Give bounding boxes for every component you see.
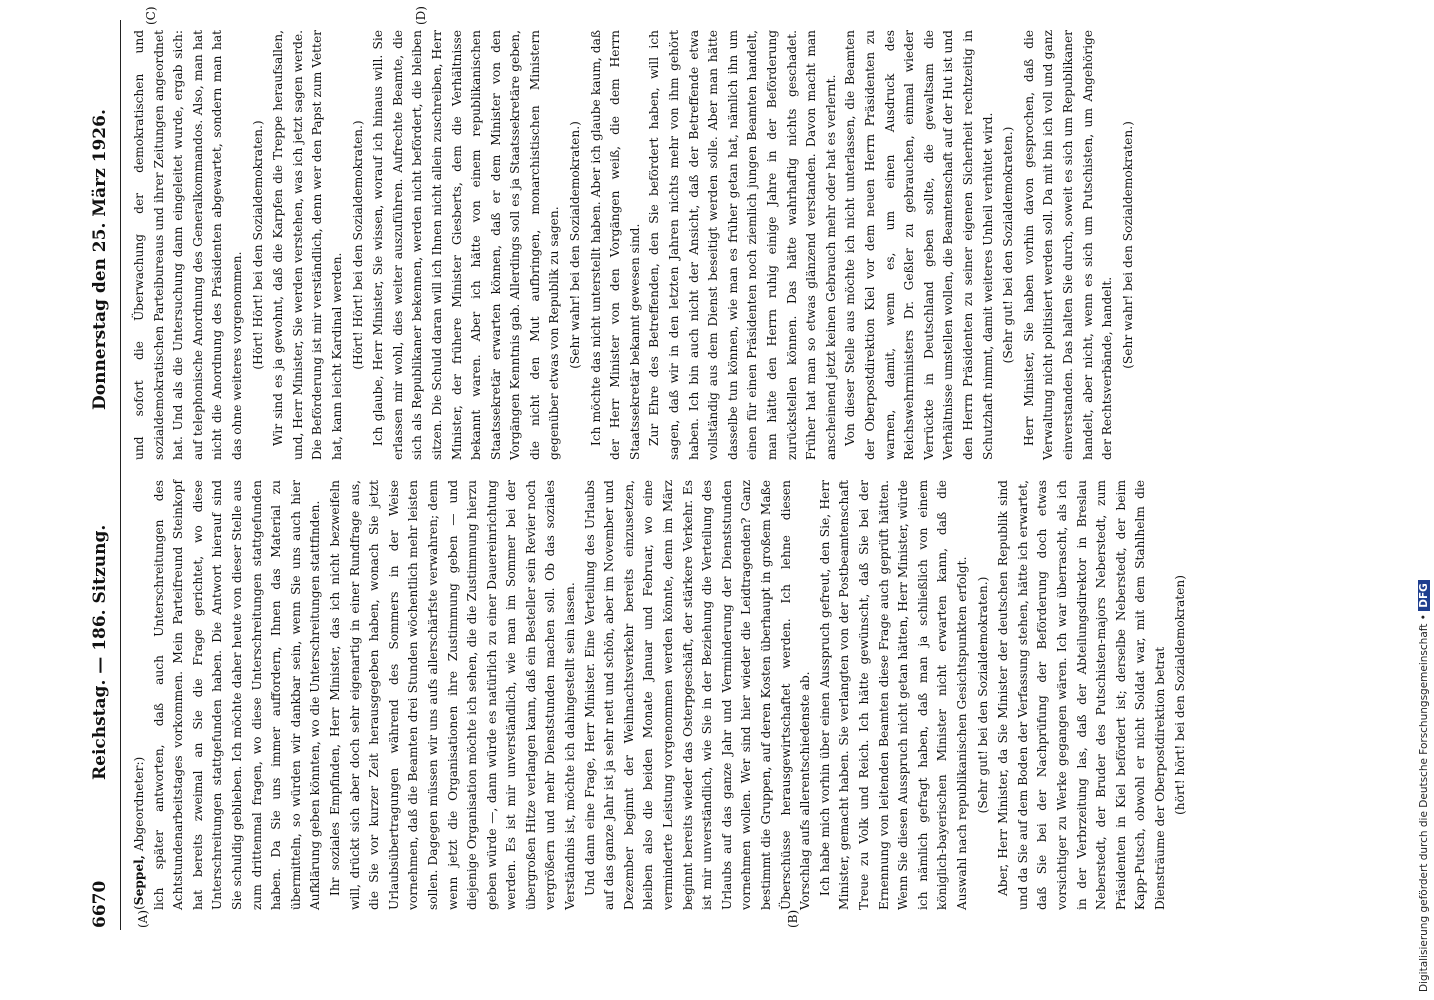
speaker-line: (Seppel, Abgeordneter:) <box>132 756 146 910</box>
running-head-right: Donnerstag den 25. März 1926. <box>90 109 110 410</box>
margin-marker-b: (B) <box>786 909 800 928</box>
speaker-name: Seppel, <box>132 855 146 906</box>
interjection: (Hört! Hört! bei den Sozialdemokraten.) <box>250 120 265 370</box>
paragraph: Zur Ehre des Betreffenden, den Sie befördert haben, will ich sagen, daß wir in den letzten Jahren nichts mehr von ihm gehört haben. Ich bin auch nicht der Ansicht, daß der Betreffende etwa vollständig aus dem Dienst beseitigt werden solle. Aber man hätte dasselbe tun können, wie man es früher getan hat, nämlich ihn um einen für einen Präsidenten noch ziemlich jungen Beamten handelt, man hätte den Herrn ruhig einige Jahre in der Beförderung zurückstellen können. Das hätte wahrhaftig nichts geschadet. Früher hat man so etwas glänzend verstanden. Davon macht man anscheinend jetzt keinen Gebrauch mehr oder hat es verlernt. <box>647 30 838 460</box>
left-column <box>130 480 1192 910</box>
paragraph: Ich habe mich vorhin über einen Ausspruch gefreut, den Sie, Herr Minister, gemacht haben. Sie verlangten von der Postbeamtenschaft Treue zu Volk und Reich. Ich hätte gewünscht, daß Sie bei der Ernennung von leitenden Beamten diese Frage auch geprüft hätten. Wenn Sie diesen Ausspruch nicht getan hätten, Herr Minister, würde ich nämlich gefragt haben, daß man ja schließlich von einem königlich-bayerischen Minister nicht erwarten kann, daß die Auswahl nach republikanischen Gesichtspunkten erfolgt. <box>817 480 969 910</box>
margin-marker-c: (C) <box>144 6 158 25</box>
speaker-role: Abgeordneter:) <box>132 756 146 852</box>
interjection: (Sehr gut! bei den Sozialdemokraten.) <box>1001 126 1016 364</box>
interjection: (hört! hört! bei den Sozialdemokraten) <box>1173 575 1188 815</box>
paragraph: Ich glaube, Herr Minister, Sie wissen, worauf ich hinaus will. Sie erlassen mir wohl, dies weiter auszuführen. Aufrechte Beamte, die sich als Republikaner bekennen, werden nicht befördert, die bleiben sitzen. Die Schuld daran will ich Ihnen nicht allein zuschreiben, Herr Minister, der frühere Minister Giesberts, dem die Verhältnisse bekannt waren. Aber ich hätte von einem republikanischen Staatssekretär erwarten können, daß er dem Minister von den Vorgängen Kenntnis gab. Allerdings soll es ja Staatssekretäre geben, die nicht den Mut aufbringen, monarchistischen Ministern gegenüber etwas von Republik zu sagen. <box>371 30 562 460</box>
interjection: (Sehr gut! bei den Sozialdemokraten.) <box>975 576 990 814</box>
interjection: (Sehr wahr! bei den Sozialdemokraten.) <box>1120 121 1135 369</box>
dfg-logo: DFG <box>1418 580 1430 611</box>
right-column <box>130 30 1139 460</box>
page-number: 6670 <box>90 880 110 928</box>
paragraph: Ich möchte das nicht unterstellt haben. Aber ich glaube kaum, daß der Herr Minister von den Vorgängen weiß, die dem Herrn Staatssekretär bekannt gewesen sind. <box>588 30 642 460</box>
paragraph: Von dieser Stelle aus möchte ich nicht unterlassen, die Beamten der Oberpostdirektion Kiel vor dem neuen Herrn Präsidenten zu warnen, damit, wenn es, um einen Ausdruck des Reichswehrministers Dr. Geßler zu gebrauchen, einmal wieder Verrückte in Deutschland geben sollte, die gewaltsam die Verhältnisse umstellen wollen, die Beamtenschaft auf der Hut ist und den Herrn Präsidenten zu seiner eigenen Sicherheit rechtzeitig in Schutzhaft nimmt, damit weiteres Unheil verhütet wird. <box>843 30 995 460</box>
paragraph: Herr Minister, Sie haben vorhin davon gesprochen, daß die Verwaltung nicht politisiert werden soll. Da mit bin ich voll und ganz einverstanden. Das halten Sie durch, soweit es sich um Republikaner handelt, aber nicht, wenn es sich um Putschisten, um Angehörige der Rechtsverbände, handelt. <box>1021 30 1115 460</box>
margin-marker-d: (D) <box>414 6 428 25</box>
paragraph: und sofort die Überwachung der demokratischen und sozialdemokratischen Parteibureaus und ihrer Zeitungen angeordnet hat. Und als die Untersuchung dann eingeleitet wurde, ergab sich: auf telephonische Anordnung des Generalkommandos. Also, man hat nicht die Anordnung des Präsidenten abgewartet, sondern man hat das ohne weiteres vorgenommen. <box>132 30 244 460</box>
paragraph: lich später antworten, daß auch Unterschreitungen des Achtstundenarbeitstages vorkommen. Mein Parteifreund Steinkopf hat bereits zweimal an Sie die Frage gerichtet, wo diese Unterschreitungen stattgefunden haben. Die Antwort hierauf sind Sie schuldig geblieben. Ich möchte daher heute von dieser Stelle aus zum drittenmal fragen, wo diese Unterschreitungen stattgefunden haben. Da Sie uns immer auffordern, Ihnen das Material zu übermitteln, so würden wir dankbar sein, wenn Sie uns auch hier Aufklärung geben könnten, wo die Unterschreitungen stattfinden. <box>151 480 323 910</box>
interjection: (Hört! Hört! bei den Sozialdemokraten.) <box>350 120 365 370</box>
paragraph: Aber, Herr Minister, da Sie Minister der deutschen Republik sind und da Sie auf dem Boden der Verfassung stehen, hätte ich erwartet, daß Sie bei der Nachprüfung der Beförderung doch etwas vorsichtiger zu Werke gegangen wären. Ich war überrascht, als ich in der Verbrzeitung las, daß der Abteilungsdirektor in Breslau Neberstedt, der Bruder des Putschisten-majors Neberstedt, zum Präsidenten in Kiel befördert ist; derselbe Neberstedt, der beim Kapp-Putsch, obwohl er nicht Soldat war, mit dem Stahlhelm die Diensträume der Oberpostdirektion betrat <box>996 480 1167 910</box>
page-header <box>84 20 121 930</box>
margin-marker-a: (A) <box>136 909 150 928</box>
interjection: (Sehr wahr! bei den Sozialdemokraten.) <box>568 121 583 369</box>
paragraph: Ihr soziales Empfinden, Herr Minister, das ich nicht bezweifeln will, drückt sich aber doch sehr eigenartig in einer Rundfrage aus, die Sie vor kurzer Zeit herausgegeben haben, wonach Sie jetzt Urlaubsübertragungen während des Sommers in der Weise vornehmen, daß die Beamten drei Stunden wöchentlich mehr leisten sollen. Dagegen müssen wir uns aufs allerschärfste verwahren; denn wenn jetzt die Organisationen ihre Zustimmung geben — und diejenige Organisation möchte ich sehen, die die Zustimmung hierzu geben würde —, dann würde es natürlich zu einer Dauereinrichtung werden. Es ist mir unverständlich, wie man im Sommer bei der übergroßen Hitze verlangen kann, daß ein Besteller sein Revier noch vergrößern und mehr Dienststunden machen soll. Ob das soziales Verständnis ist, möchte ich dahingestellt sein lassen. <box>327 480 578 910</box>
digitization-credit: Digitalisierung gefördert durch die Deutsche Forschungsgemeinschaft • DFG <box>1418 2 1432 992</box>
running-head-left: Reichstag. — 186. Sitzung. <box>90 524 110 780</box>
paragraph: Wir sind es ja gewohnt, daß die Karpfen die Treppe heraufsallen, und, Herr Minister, Sie werden verstehen, was ich jetzt sagen werde. Die Beförderung ist mir verständlich, denn wer den Papst zum Vetter hat, kann leicht Kardinal werden. <box>271 30 344 460</box>
credit-text: Digitalisierung gefördert durch die Deutsche Forschungsgemeinschaft <box>1418 623 1430 992</box>
rotated-page <box>84 6 1424 930</box>
paragraph: Und dann eine Frage, Herr Minister. Eine Verteilung des Urlaubs auf das ganze Jahr ist ja sehr nett und schön, aber im November und Dezember beginnt der Weihnachtsverkehr bereits einzusetzen, bleiben also die beiden Monate Januar und Februar, wo eine verminderte Leistung vorgenommen werden könnte, denn im März beginnt bereits wieder das Osterpgeschäft, der stärkere Verkehr. Es ist mir unverständlich, wie Sie in der Beziehung die Verteilung des Urlaubs auf das ganze Jahr und Verminderung der Dienststunden vornehmen wollen. Wer sind hier wieder die Leidtragenden? Ganz bestimmt die Gruppen, auf deren Kosten überhaupt in großem Maße Überschüsse herausgewirtschaftet werden. Ich lehne diesen Vorschlag aufs allerentschiedenste ab. <box>582 480 813 910</box>
